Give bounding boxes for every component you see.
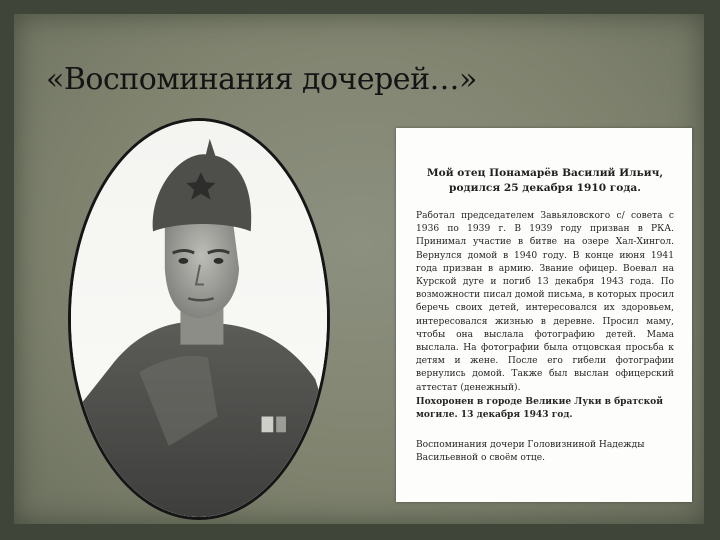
memoir-document (396, 128, 692, 502)
document-heading: Мой отец Понамарёв Василий Ильич, родился 25 декабря 1910 года. (426, 167, 664, 194)
document-burial-note: Похоронен в городе Великие Луки в братской могиле. 13 декабря 1943 год. (416, 395, 663, 421)
soldier-portrait-photo (71, 121, 327, 517)
document-signature-note: Воспоминания дочери Головизниной Надежды Васильевной о своём отце. (416, 440, 645, 464)
portrait-oval-frame (68, 118, 330, 520)
slide-title: «Воспоминания дочерей…» (46, 62, 477, 97)
document-body: Работал председателем Завьяловского с/ совета с 1936 по 1939 г. В 1939 году призван в РКА. Принимал участие в битве на озере Хал-Хингол. Вернулся домой в 1940 году. В конце июня 1941 года призван в армию. Звание офицер. Воевал на Курской дуге и погиб 13 декабря 1943 года. По возможности писал домой письма, в которых просил беречь своих детей, интересовался их здоровьем, интересовался жизнью в деревне. Просил маму, чтобы она выслала фотографию детей. Мама выслала. На фотографии была отцовская просьба к детям и жене. После его гибели фотографии вернулись домой. Также был выслан офицерский аттестат (денежный). (416, 211, 674, 393)
